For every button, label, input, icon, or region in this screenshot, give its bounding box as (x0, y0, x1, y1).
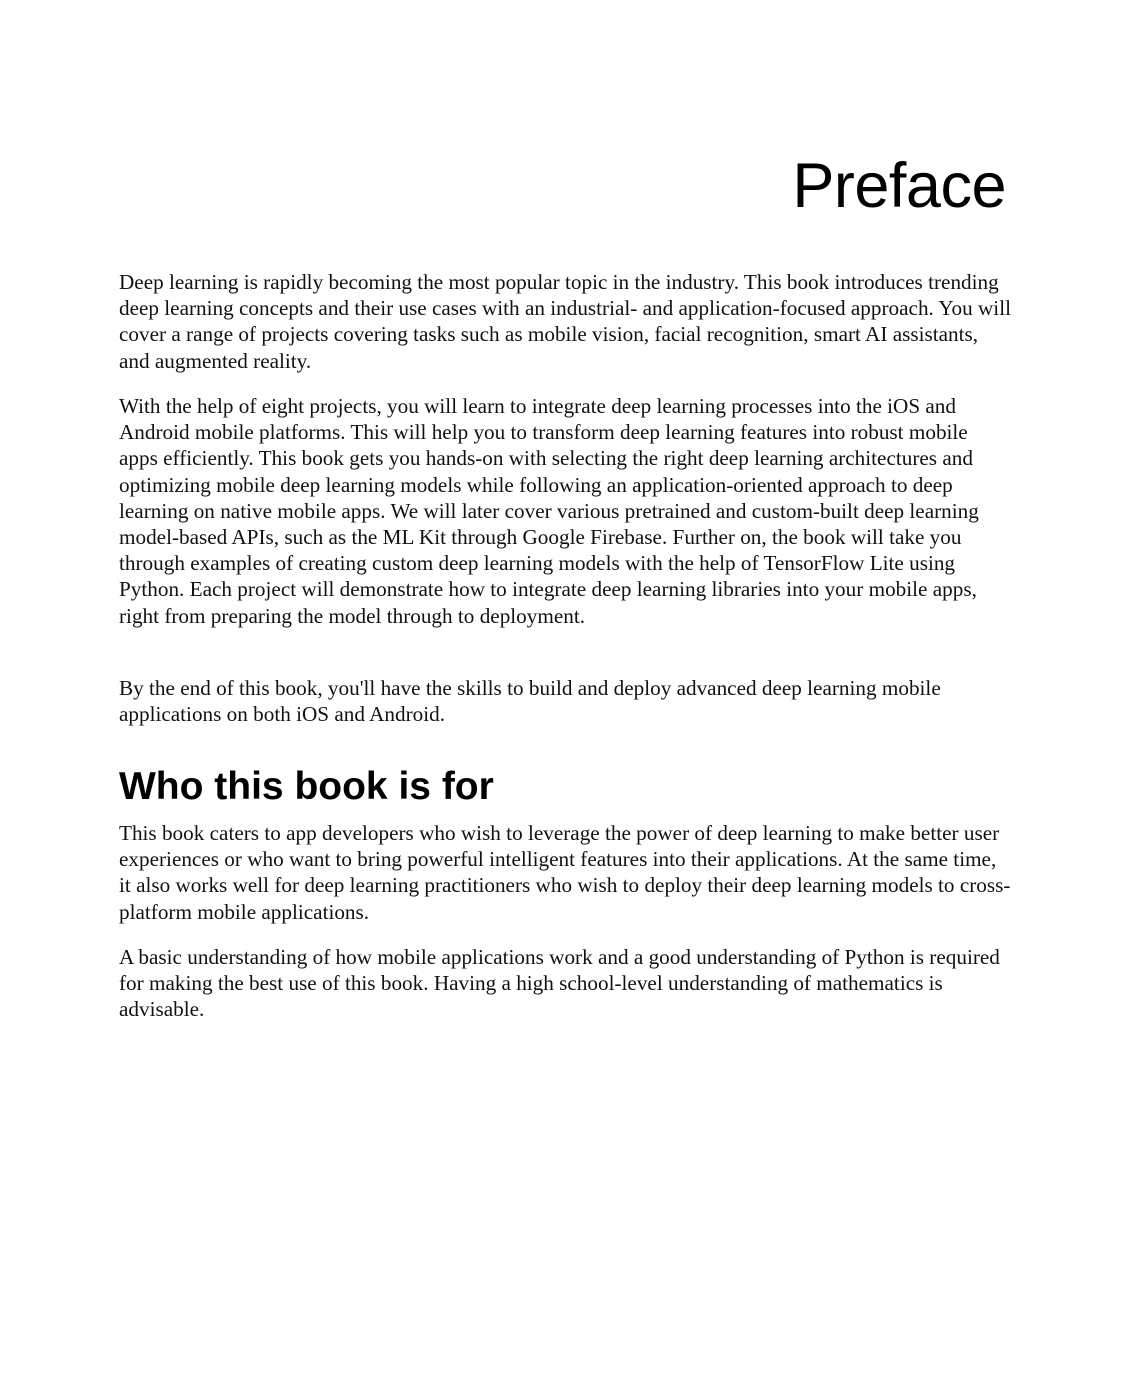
section-paragraph-2: A basic understanding of how mobile applications work and a good understanding of Python is required for making the best use of this book. Having a high school-level understanding of mathematics is advisable. (119, 945, 1000, 1022)
chapter-title: Preface (792, 151, 1006, 221)
intro-paragraph-2: With the help of eight projects, you will learn to integrate deep learning processes into the iOS and Android mobile platforms. This will help you to transform deep learning features into robust mobile apps efficiently. This book gets you hands-on with selecting the right deep learning architectures and optimizing mobile deep learning models while following an application-oriented approach to deep learning on native mobile apps. We will later cover various pretrained and custom-built deep learning model-based APIs, such as the ML Kit through Google Firebase. Further on, the book will take you through examples of creating custom deep learning models with the help of TensorFlow Lite using Python. Each project will demonstrate how to integrate deep learning libraries into your mobile apps, right from preparing the model through to deployment. (119, 394, 979, 628)
intro-paragraph-1: Deep learning is rapidly becoming the most popular topic in the industry. This book introduces trending deep learning concepts and their use cases with an industrial- and application-focused approach. You will cover a range of projects covering tasks such as mobile vision, facial recognition, smart AI assistants, and augmented reality. (119, 270, 1011, 373)
section-paragraph-1: This book caters to app developers who wish to leverage the power of deep learning to make better user experiences or who want to bring powerful intelligent features into their applications. At the same time, it also works well for deep learning practitioners who wish to deploy their deep learning models to cross-platform mobile applications. (119, 821, 1011, 924)
intro-paragraph-3: By the end of this book, you'll have the skills to build and deploy advanced deep learning mobile applications on both iOS and Android. (119, 676, 941, 727)
section-heading: Who this book is for (119, 765, 494, 808)
